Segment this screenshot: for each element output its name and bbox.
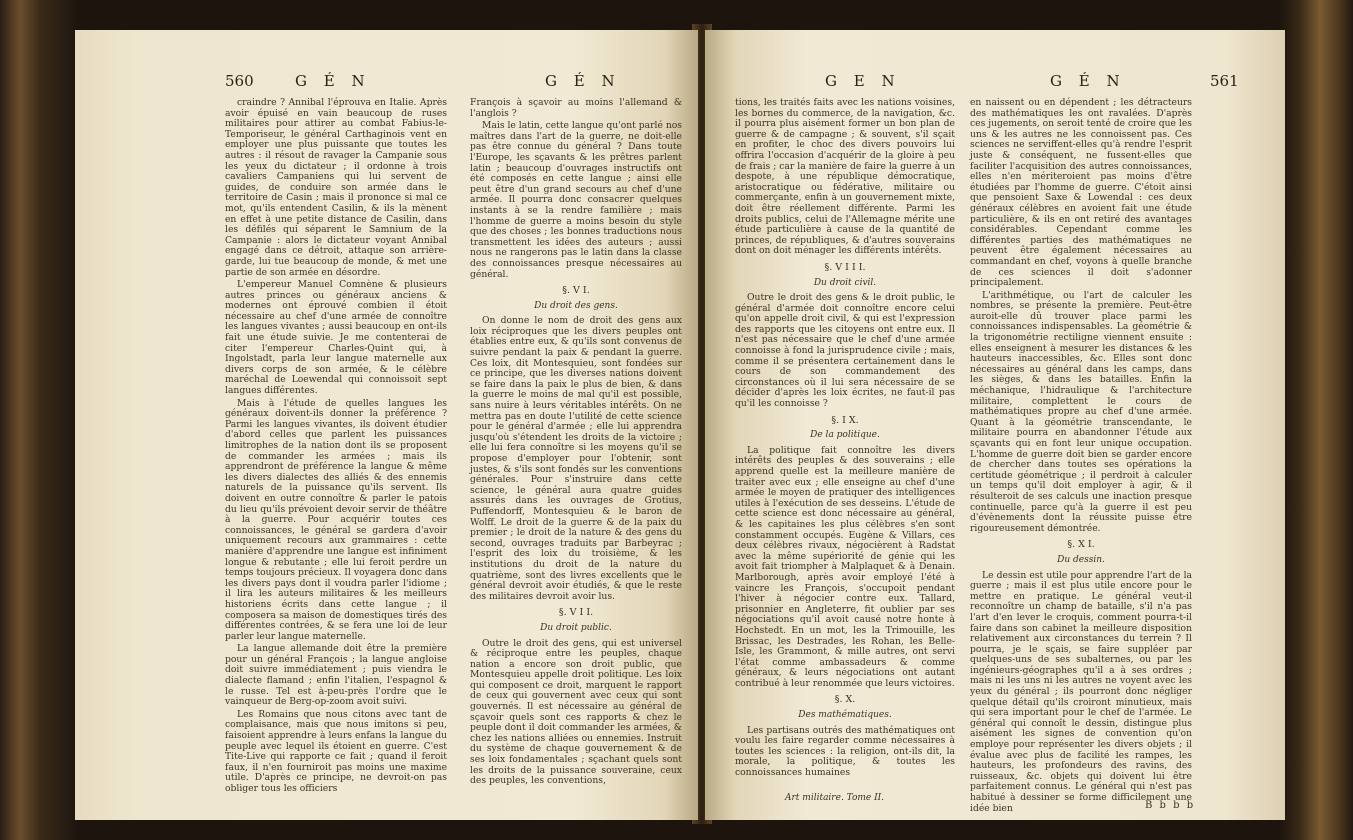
section-title: Du droit civil. (813, 277, 877, 288)
paragraph: en naissent ou en dépendent ; les détracteurs des mathématiques les ont ravalées. D'après ces jugements, on seroit tenté de croire que les uns & les autres ne les connoissent pas. Ces sciences ne serviffent-elles qu'à rendre l'esprit juste & conséquent, ne fussent-elles que faciliter l'acquisition des autres connoissances, elles n'en mériteroient pas moins d'être étudiées par l'homme de guerre. C'étoit ainsi que pensoient Saxe & Lowendal : ces deux généraux célèbres en avoient fait une étude particulière, & ils en ont retiré des avantages considérables. Cependant comme les différentes parties des mathématiques ne peuvent être également nécessaires au commandant en chef, voyons à quelle branche de ces sciences il doit s'adonner principalement. (970, 97, 1192, 289)
paragraph: La politique fait connoître les divers intérêts des peuples & des souverains ; elle apprend quelle est la meilleure manière de traiter avec eux ; elle enseigne au chef d'une armée le moyen de pratiquer des intelligences utiles à l'exécution de ses desseins. L'étude de cette science est donc nécessaire au général, & les capitaines les plus célèbres s'en sont constamment occupés. Eugène & Villars, ces deux célèbres rivaux, négocièrent à Radstat avec la même supériorité de génie qui les avoit fait triompher à Malplaquet & à Denain. Marlborough, après avoir employé l'été à vaincre les François, s'occupoit pendant l'hiver à négocier contre eux. Tallard, prisonnier en Angleterre, fit oublier par ses négociations qu'il avoit causé notre honte à Hochstedt. En un mot, les la Trimouille, les Brissac, les Destrades, les Rohan, les Belle-Isle, les Grammont, & mille autres, ont servi l'état comme ambassadeurs & comme généraux, & leurs négociations ont autant contribué à leur renommée que leurs victoires. (735, 444, 955, 689)
left-page (75, 30, 698, 820)
section-title: Du droit public. (540, 622, 612, 633)
section-heading: §. V I. (562, 285, 590, 297)
running-head-left-col1: G É N (295, 72, 371, 90)
signature-mark: B b b b (1145, 800, 1196, 811)
paragraph: L'arithmétique, ou l'art de calculer les nombres, se présente la première. Peut-être auroit-elle dû trouver place parmi les connoissances indispensables. La géométrie & la trigonométrie rectiligne viennent ensuite : elles enseignent à mesurer les distances & les hauteurs inaccessibles, &c. Elles sont donc nécessaires au général dans les camps, dans les sièges, & dans les batailles. Enfin la méchanique, l'hidraulique & l'architecture militaire, complettent le cours de mathématiques propre au chef d'une armée. Quant à la géométrie transcendante, le militaire pourra en abandonner l'étude aux sçavants qui en font leur unique occupation. L'homme de guerre doit bien se garder encore de chercher dans toutes ses opérations la certitude géométrique ; il perdroit à calculer un temps qu'il doit employer à agir, & il résulteroit de ses calculs une inaction presque continuelle, parce qu'à la guerre il est peu d'évènements dont la réussite puisse être rigoureusement démontrée. (970, 289, 1192, 534)
section-heading: §. X I. (1067, 539, 1095, 551)
paragraph: Les partisans outrés des mathématiques ont voulu les faire regarder comme nécessaires à toutes les sciences : la religion, ont-ils dit, la morale, la politique, & toutes les connoissances humaines (735, 724, 955, 779)
paragraph: L'empereur Manuel Comnène & plusieurs autres princes ou généraux anciens & modernes ont éprouvé combien il étoit nécessaire au chef d'une armée de connoître les langues vivantes ; aussi beaucoup en ont-ils fait une étude suivie. Je me contenterai de citer l'empereur Charles-Quint qui, à Ingolstadt, parla leur langue maternelle aux divers corps de son armée, & le célèbre maréchal de Loewendal qui connoissoit sept langues différentes. (225, 279, 447, 397)
left-page-column-2 (470, 98, 682, 798)
running-head-left-col2: G É N (545, 72, 621, 90)
paragraph: La langue allemande doit être la première pour un général François ; la langue angloise doit suivre immédiatement ; puis viendra le dialecte flamand ; enfin l'italien, l'espagnol & le russe. Tel est à-peu-près l'ordre que le vainqueur de Berg-op-zoom avoit suivi. (225, 643, 447, 708)
paragraph: Le dessin est utile pour apprendre l'art de la guerre ; mais il est plus utile encore pour le mettre en pratique. Le général veut-il reconnoître un champ de bataille, s'il n'a pas l'art d'en lever le croquis, comment pourra-t-il faire dans son cabinet la meilleure disposition relativement aux circonstances du terrein ? Il pourra, je le sçais, se faire suppléer par quelques-uns de ses subalternes, ou par les ingénieurs-géographes qu'il a à ses ordres ; mais ni les uns ni les autres ne voyent avec les yeux du général ; ils pourront donc négliger quelque détail qu'ils croiront minutieux, mais qui sera important pour le chef de l'armée. Le général qui connoît le dessin, distingue plus aisément les signes de convention qu'on employe pour représenter les divers objets ; il évalue avec plus de facilité les rampes, les hauteurs, les profondeurs des ravins, des ruisseaux, &c. objets qui doivent lui être parfaitement connus. Le général qui n'est pas habitué à dessiner se forme difficilement une idée bien (970, 569, 1192, 814)
section-title: Du dessin. (1057, 554, 1105, 565)
section-heading: §. V I I. (558, 607, 594, 619)
paragraph: Outre le droit des gens, qui est universel & réciproque entre les peuples, chaque nation a encore son droit public, que Montesquieu appelle droit politique. Les loix qui composent ce droit, marquent le rapport de ceux qui gouvernent avec ceux qui sont gouvernés. Il est nécessaire au général de sçavoir quels sont ces rapports & chez le peuple dont il doit commander les armées, & chez les nations alliées ou ennemies. Instruit du système de chaque gouvernement & de ses loix fondamentales ; sçachant quels sont les droits de la puissance souveraine, ceux des peuples, les conventions, (470, 637, 682, 787)
page-footer: Art militaire. Tome II. (785, 793, 885, 803)
right-page-column-1 (735, 98, 955, 788)
left-page-column-1 (225, 98, 447, 798)
paragraph: François à sçavoir au moins l'allemand & l'anglois ? (470, 97, 682, 119)
paragraph: On donne le nom de droit des gens aux loix réciproques que les divers peuples ont établies entre eux, & qu'ils sont convenus de suivre pendant la paix & pendant la guerre. Ces loix, dit Montesquieu, sont fondées sur ce principe, que les diverses nations doivent se faire dans la paix le plus de bien, & dans la guerre le moins de mal qu'il est possible, sans nuire à leurs véritables intérêts. On ne mettra pas en doute l'utilité de cette science pour le général d'armée ; elle lui apprendra jusqu'où s'étendent les droits de la victoire ; elle lui fera connoître si les moyens qu'il se propose d'employer pour l'obtenir, sont justes, & s'ils sont fondés sur les conventions générales. Pour s'instruire dans cette science, le général aura quatre guides assurés dans les ouvrages de Grotius, Puffendorff, Montesquieu & le baron de Wolff. Le droit de la guerre & de la paix du premier ; le droit de la nature & des gens du second, ouvrages traduits par Barbeyrac ; l'esprit des loix du troisième, & les institutions du droit de la nature du quatrième, sont des livres excellents que le général devroit avoir étudiés, & que le reste des militaires devroit avoir lus. (470, 315, 682, 602)
section-heading: §. I X. (831, 414, 859, 426)
section-heading: §. V I I I. (824, 261, 866, 273)
paragraph: tions, les traités faits avec les nations voisines, les bornes du commerce, de la navigation, &c. il pourra plus aisément former un bon plan de guerre & de campagne ; & souvent, s'il sçait en profiter, le choc des divers pouvoirs lui offrira l'occasion d'acquérir de la gloire à peu de frais ; car la manière de faire la guerre à un despote, à une république démocratique, aristocratique ou fédérative, militaire ou commerçante, enfin à un gouvernement mixte, doit être réellement différente. Parmi les droits publics, celui de l'Allemagne mérite une étude particulière à cause de la quantité de princes, de républiques, & d'autres souverains dont on doit ménager les différents intérêts. (735, 97, 955, 257)
running-head-right-col1: G E N (825, 72, 901, 90)
right-page (705, 30, 1285, 820)
section-title: De la politique. (810, 430, 880, 441)
page-number-left: 560 (225, 72, 254, 90)
paragraph: Mais à l'étude de quelles langues les généraux doivent-ils donner la préférence ? Parmi les langues vivantes, ils doivent étudier d'abord celles que parlent les puissances limitrophes de la nation dont ils se proposent de commander les armées ; mais ils apprendront de préférence la langue & même les divers dialectes des alliés & des ennemis naturels de la puissance qu'ils servent. Ils doivent en outre connoître & parler le patois du lieu qu'ils prévoient devoir servir de théâtre à la guerre. Pour acquérir toutes ces connoissances, le général se gardera d'avoir uniquement recours aux grammaires : cette manière d'apprendre une langue est infiniment longue & rebutante ; elle lui feroit perdre un temps toujours précieux. Il voyagera donc dans les divers pays dont il voudra parler l'idiome ; il lira les auteurs militaires & les meilleurs historiens écrits dans cette langue ; il composera sa maison de domestiques tirés des différentes contrées, & se fera une loi de leur parler leur langue maternelle. (225, 397, 447, 642)
paragraph: Outre le droit des gens & le droit public, le général d'armée doit connoître encore celui qu'on appelle droit civil, & qui est l'expression des rapports que les citoyens ont entre eux. Il n'est pas nécessaire que le chef d'une armée connoisse à fond la jurisprudence civile ; mais, comme il se présentera certainement dans le cours de son commandement des circonstances où il lui sera nécessaire de se décider d'après les loix écrites, ne faut-il pas qu'il les connoisse ? (735, 292, 955, 410)
running-head-right-col2: G É N (1050, 72, 1126, 90)
paragraph: craindre ? Annibal l'éprouva en Italie. Après avoir épuisé en vain beaucoup de ruses militaires pour attirer au combat Fabius-le-Temporiseur, le général Carthaginois vent en employer une plus puissante que toutes les autres : il résout de ravager la Campanie sous les yeux du dictateur ; il ordonne à trois cavaliers Campaniens qui lui servent de guides, de conduire son armée dans le territoire de Casin ; mais il prononce si mal ce mot, qu'ils entendent Casilin, & ils la mènent en effet à une petite distance de Casilin, dans les défilés qui séparent le Samnium de la Campanie : alors le dictateur voyant Annibal engagé dans ce détroit, attaque son arrière-garde, lui tue beaucoup de monde, & met une partie de son armée en désordre. (225, 97, 447, 278)
paragraph: Les Romains que nous citons avec tant de complaisance, mais que nous imitons si peu, faisoient apprendre à leurs enfans la langue du peuple avec lequel ils étoient en guerre. C'est Tite-Live qui rapporte ce fait ; quand il feroit faux, il n'en fourniroit pas moins une maxime utile. D'après ce principe, ne devroit-on pas obliger tous les officiers (225, 708, 447, 794)
page-number-right: 561 (1210, 72, 1239, 90)
paragraph: Mais le latin, cette langue qu'ont parlé nos maîtres dans l'art de la guerre, ne doit-elle pas être connue du général ? Dans toute l'Europe, les sçavants & les prêtres parlent latin ; beaucoup d'ouvrages instructifs ont été composés en cette langue ; ainsi elle peut être d'un grand secours au chef d'une armée. Il pourra donc consacrer quelques instants à se la rendre familière ; mais l'homme de guerre a moins besoin du style que des choses ; les bonnes traductions nous transmettent les idées des auteurs ; aussi nous ne rangerons pas le latin dans la classe des connoissances presque nécessaires au général. (470, 120, 682, 280)
section-heading: §. X. (834, 694, 856, 706)
section-title: Des mathématiques. (798, 710, 892, 721)
section-title: Du droit des gens. (534, 300, 618, 311)
